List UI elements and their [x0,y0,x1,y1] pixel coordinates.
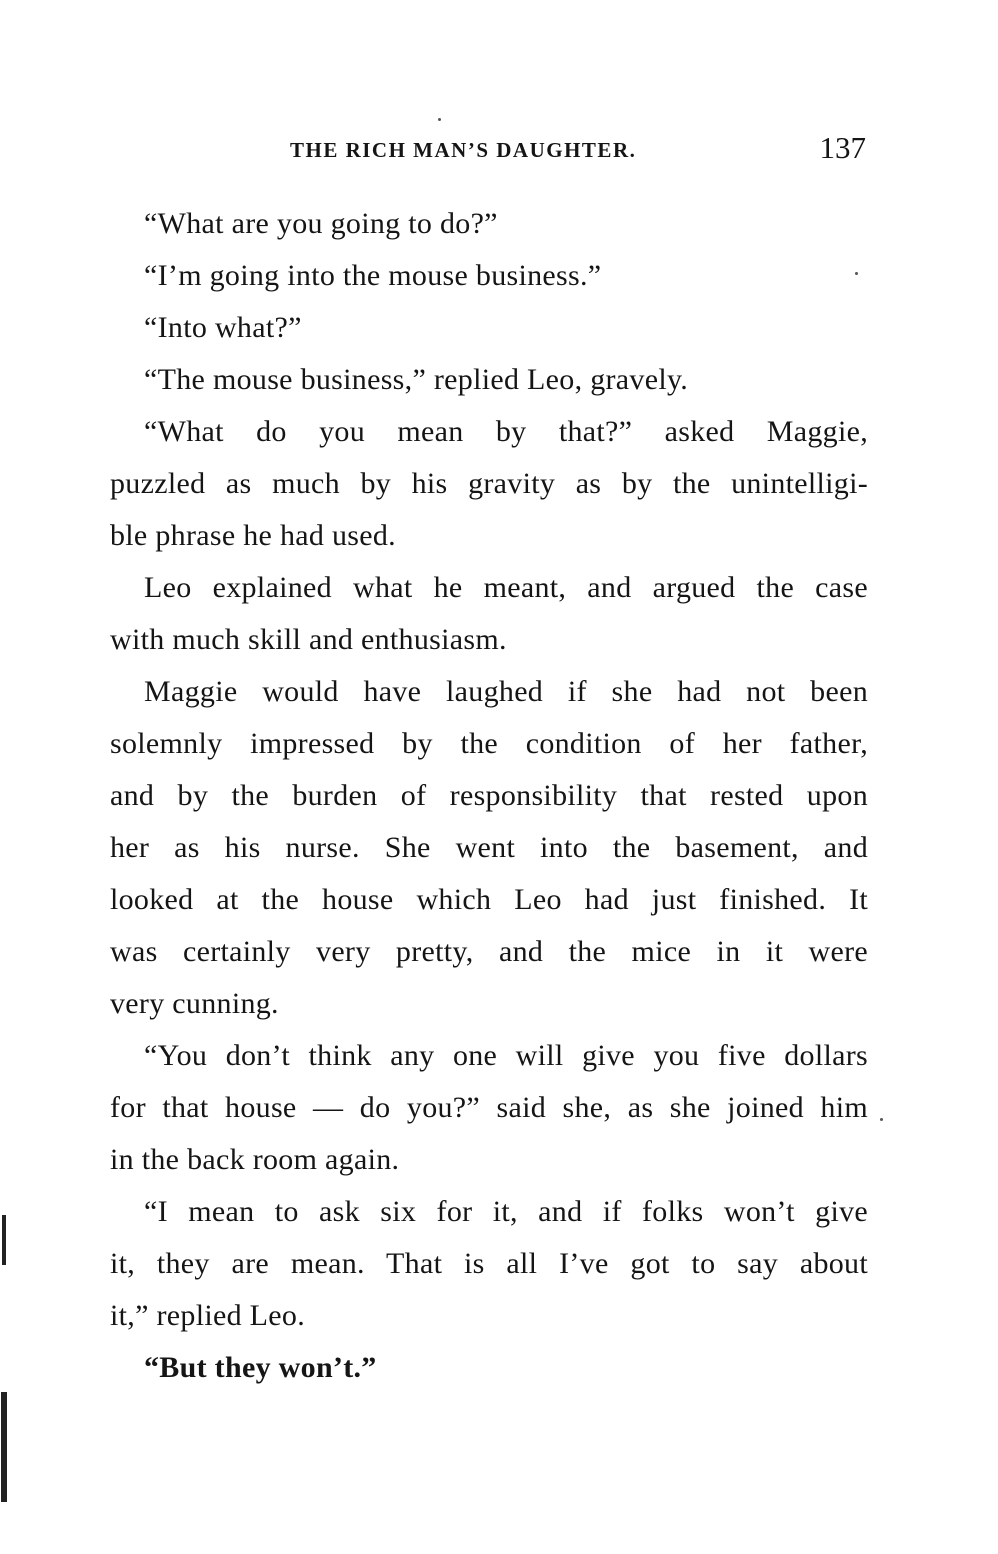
running-head [110,130,868,170]
paragraph [110,250,868,302]
paragraph [110,1186,868,1342]
text-line: for that house — do you?” said she, as she joined him [110,1091,868,1124]
text-line: solemnly impressed by the condition of her father, [110,727,868,760]
paragraph [110,406,868,562]
text-line: “But they won’t.” [144,1351,377,1384]
paragraph [110,354,868,406]
paragraph [110,1030,868,1186]
text-line: was certainly very pretty, and the mice in it were [110,935,868,968]
text-line: it,” replied Leo. [110,1299,306,1332]
paragraph [110,302,868,354]
text-line: “I’m going into the mouse business.” [144,259,602,292]
text-line: Maggie would have laughed if she had not been [144,675,868,708]
scan-speck [438,118,441,121]
text-line: looked at the house which Leo had just finished. It [110,883,868,916]
text-line: in the back room again. [110,1143,400,1176]
text-line: “Into what?” [144,311,302,344]
text-line: very cunning. [110,987,279,1020]
text-line: and by the burden of responsibility that rested upon [110,779,868,812]
running-title: THE RICH MAN’S DAUGHTER. [290,138,637,162]
scan-speck [880,1118,883,1121]
paragraph [110,1342,868,1394]
text-line: ble phrase he had used. [110,519,396,552]
paragraph [110,666,868,1030]
text-line: with much skill and enthusiasm. [110,623,507,656]
text-line: Leo explained what he meant, and argued the case [144,571,868,604]
text-line: “What are you going to do?” [144,207,498,240]
text-line: it, they are mean. That is all I’ve got to say about [110,1247,868,1280]
text-line: her as his nurse. She went into the basement, and [110,831,868,864]
text-line: “I mean to ask six for it, and if folks won’t give [144,1195,868,1228]
text-line: “What do you mean by that?” asked Maggie, [144,415,868,448]
body-text [110,198,868,1394]
text-line: puzzled as much by his gravity as by the unintelligi- [110,467,868,500]
scan-artifact [1,1392,7,1502]
paragraph [110,562,868,666]
paragraph [110,198,868,250]
scan-artifact [2,1215,6,1265]
scan-speck [855,272,858,275]
page-number: 137 [819,130,866,165]
text-line: “You don’t think any one will give you five dollars [144,1039,868,1072]
text-line: “The mouse business,” replied Leo, gravely. [144,363,689,396]
